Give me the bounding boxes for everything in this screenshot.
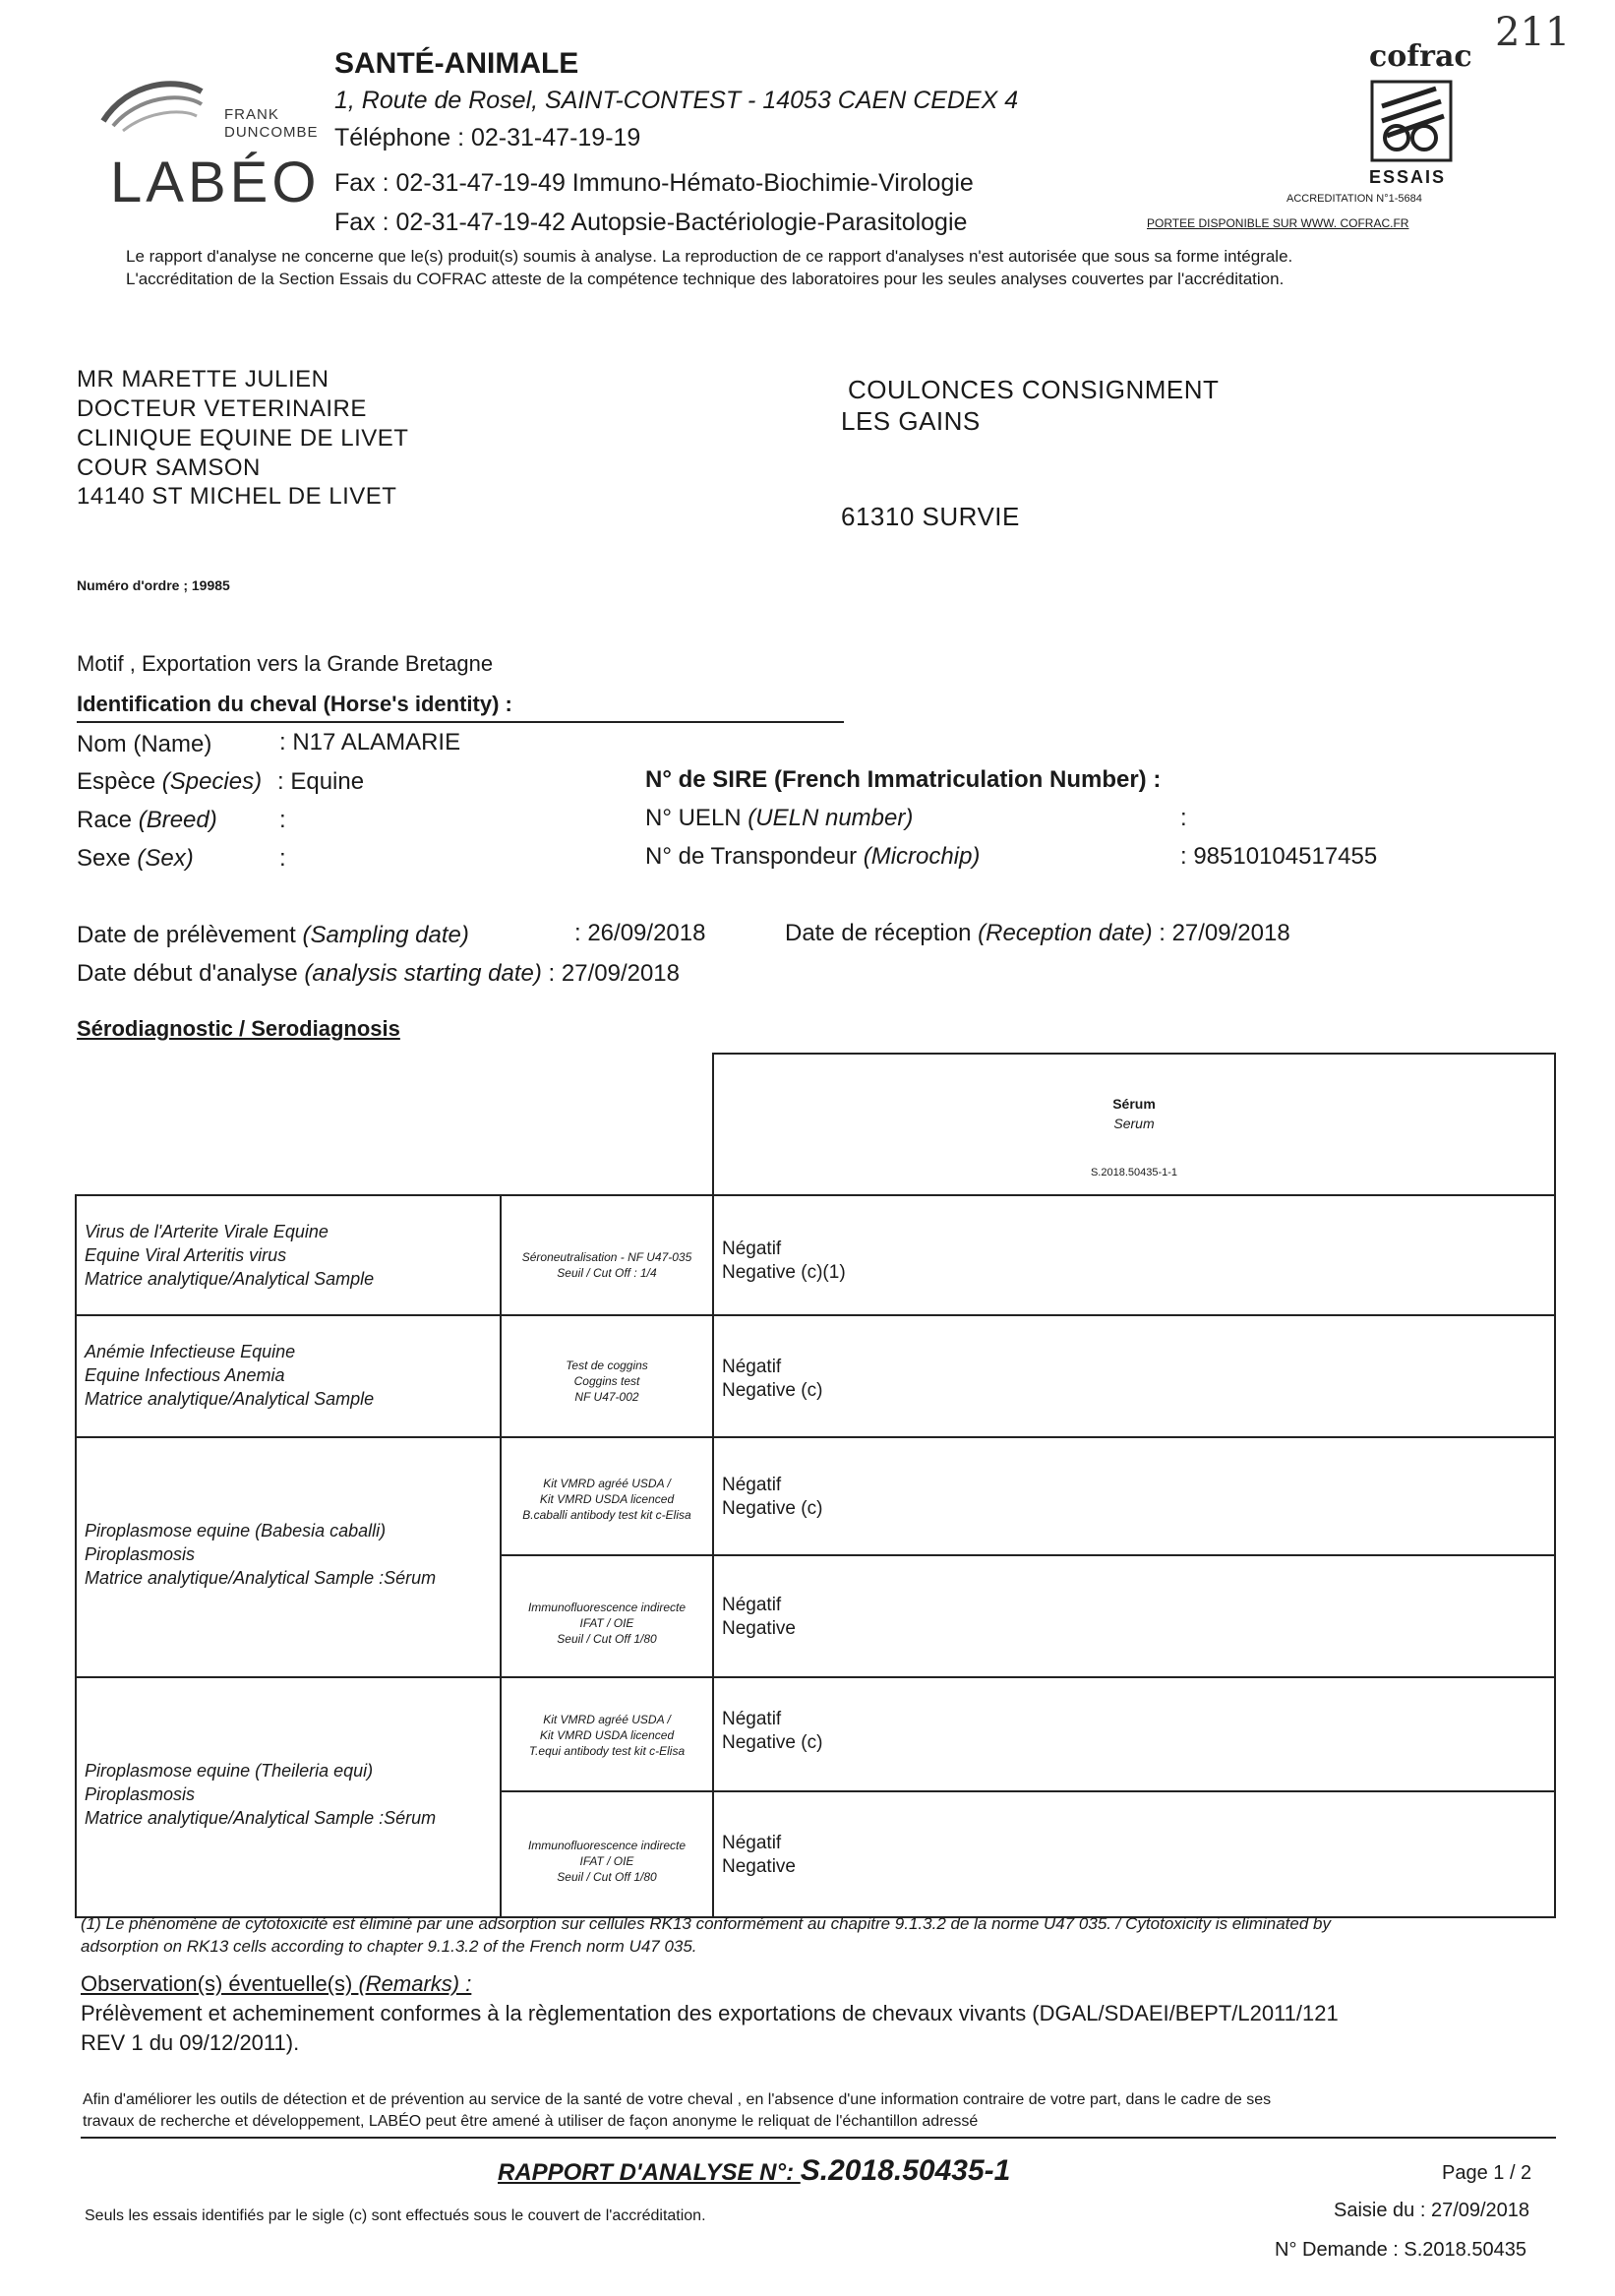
- ueln-value: :: [1180, 805, 1187, 831]
- notice-line1: Le rapport d'analyse ne concerne que le(s) produit(s) soumis à analyse. La reproduction de ce rapport d'analyses n'est autorisée que sous sa forme intégrale.: [126, 247, 1293, 266]
- horse-species-label: Espèce (Species): [77, 768, 263, 795]
- table-row: [76, 1195, 1555, 1315]
- horse-breed-value: :: [279, 807, 286, 833]
- saisie-date: Saisie du : 27/09/2018: [1334, 2200, 1530, 2221]
- labeo-swoosh-icon: [98, 77, 207, 136]
- logo-duncombe: DUNCOMBE: [224, 124, 319, 141]
- identity-divider: [77, 721, 844, 723]
- sampling-date-label: Date de prélèvement (Sampling date): [77, 922, 469, 948]
- footer-note: Seuls les essais identifiés par le sigle (c) sont effectués sous le couvert de l'accréditation.: [85, 2207, 706, 2224]
- logo-frank: FRANK: [224, 106, 279, 123]
- reception-date: Date de réception (Reception date) : 27/09/2018: [785, 920, 1290, 946]
- improve-line2: travaux de recherche et développement, LABÉO peut être amené à utiliser de façon anonyme le reliquat de l'échantillon adressé: [83, 2113, 979, 2130]
- remarks-line1: Prélèvement et acheminement conformes à la règlementation des exportations de chevaux vivants (DGAL/SDAEI/BEPT/L2011/121: [81, 2001, 1339, 2025]
- remarks-line2: REV 1 du 09/12/2011).: [81, 2030, 300, 2055]
- owner-line2: LES GAINS: [841, 406, 981, 436]
- order-number: Numéro d'ordre ; 19985: [77, 577, 230, 593]
- table-row: [76, 1437, 1555, 1555]
- serum-en: Serum: [1113, 1116, 1155, 1131]
- analysis-result: Négatif Negative (c): [713, 1677, 1555, 1791]
- lab-phone: Téléphone : 02-31-47-19-19: [334, 124, 641, 151]
- table-header-row: [76, 1054, 1555, 1195]
- cofrac-essais: ESSAIS: [1369, 167, 1447, 187]
- transponder-label: N° de Transpondeur (Microchip): [645, 843, 981, 870]
- logo-labeo-text: LABÉO: [110, 151, 321, 214]
- labeo-logo: [98, 77, 207, 141]
- analysis-result: Négatif Negative (c): [713, 1437, 1555, 1555]
- section-title: Sérodiagnostic / Serodiagnosis: [77, 1016, 400, 1041]
- analysis-method: Test de coggins Coggins test NF U47-002: [501, 1315, 713, 1437]
- owner-line1: COULONCES CONSIGNMENT: [848, 375, 1220, 404]
- lab-fax1: Fax : 02-31-47-19-49 Immuno-Hémato-Biochimie-Virologie: [334, 169, 974, 197]
- page-indicator: Page 1 / 2: [1442, 2162, 1532, 2184]
- footer-divider: [81, 2137, 1556, 2139]
- motif: Motif , Exportation vers la Grande Bretagne: [77, 651, 494, 676]
- footnote-line2: adsorption on RK13 cells according to chapter 9.1.3.2 of the French norm U47 035.: [81, 1937, 697, 1956]
- notice-line2: L'accréditation de la Section Essais du COFRAC atteste de la compétence technique des laboratoires pour les seules analyses couvertes par l'accréditation.: [126, 270, 1285, 288]
- horse-breed-label: Race (Breed): [77, 807, 217, 833]
- horse-sex-label: Sexe (Sex): [77, 845, 194, 872]
- improve-line1: Afin d'améliorer les outils de détection et de prévention au service de la santé de votre cheval , en l'absence d'une information contraire de votre part, dans le cadre de ses: [83, 2091, 1272, 2108]
- horse-name-label: Nom (Name): [77, 731, 212, 757]
- horse-name-value: : N17 ALAMARIE: [279, 729, 461, 755]
- table-row: [76, 1315, 1555, 1437]
- horse-sex-value: :: [279, 845, 286, 872]
- recipient-line: COUR SAMSON: [77, 454, 261, 481]
- cofrac-emblem-icon: [1367, 77, 1456, 170]
- serum-header: [713, 1054, 1555, 1195]
- serum-fr: Sérum: [1112, 1096, 1156, 1112]
- sample-id: S.2018.50435-1-1: [1090, 1167, 1178, 1178]
- analysis-method: Séroneutralisation - NF U47-035 Seuil / Cut Off : 1/4: [501, 1195, 713, 1315]
- remarks-label: Observation(s) éventuelle(s) (Remarks) :: [81, 1971, 472, 1996]
- recipient-line: MR MARETTE JULIEN: [77, 366, 329, 393]
- analysis-method: Kit VMRD agréé USDA / Kit VMRD USDA licenced B.caballi antibody test kit c-Elisa: [501, 1437, 713, 1555]
- results-table: [75, 1053, 1556, 1918]
- demande-number: N° Demande : S.2018.50435: [1275, 2239, 1526, 2261]
- analysis-name: Piroplasmose equine (Theileria equi) Piroplasmosis Matrice analytique/Analytical Sample :Sérum: [76, 1677, 501, 1917]
- report-number: RAPPORT D'ANALYSE N°: S.2018.50435-1: [498, 2154, 1011, 2187]
- recipient-line: CLINIQUE EQUINE DE LIVET: [77, 425, 409, 452]
- identity-heading: Identification du cheval (Horse's identity) :: [77, 692, 512, 716]
- recipient-line: 14140 ST MICHEL DE LIVET: [77, 483, 397, 510]
- ueln-label: N° UELN (UELN number): [645, 805, 914, 831]
- start-date: Date début d'analyse (analysis starting date) : 27/09/2018: [77, 960, 680, 987]
- analysis-method: Kit VMRD agréé USDA / Kit VMRD USDA licenced T.equi antibody test kit c-Elisa: [501, 1677, 713, 1791]
- analysis-name: Anémie Infectieuse Equine Equine Infectious Anemia Matrice analytique/Analytical Sample: [76, 1315, 501, 1437]
- analysis-result: Négatif Negative (c): [713, 1315, 1555, 1437]
- analysis-name: Piroplasmose equine (Babesia caballi) Piroplasmosis Matrice analytique/Analytical Sample :Sérum: [76, 1437, 501, 1677]
- lab-address: 1, Route de Rosel, SAINT-CONTEST - 14053 CAEN CEDEX 4: [334, 87, 1019, 114]
- analysis-result: Négatif Negative (c)(1): [713, 1195, 1555, 1315]
- sampling-date-value: : 26/09/2018: [574, 920, 706, 946]
- horse-species-value: : Equine: [277, 768, 365, 795]
- lab-name: SANTÉ-ANIMALE: [334, 47, 579, 80]
- handwritten-note: 211: [1495, 10, 1571, 55]
- sire-label: N° de SIRE (French Immatriculation Number) :: [645, 766, 1162, 793]
- recipient-line: DOCTEUR VETERINAIRE: [77, 395, 367, 422]
- cofrac-accreditation: ACCREDITATION N°1-5684: [1286, 193, 1422, 205]
- analysis-result: Négatif Negative: [713, 1555, 1555, 1677]
- transponder-value: : 98510104517455: [1180, 843, 1378, 870]
- cofrac-logo-text: cofrac: [1369, 39, 1472, 74]
- footnote-line1: (1) Le phénomène de cytotoxicité est éliminé par une adsorption sur cellules RK13 conformément au chapitre 9.1.3.2 de la norme U47 035. / Cytotoxicity is eliminated by: [81, 1914, 1331, 1933]
- cofrac-portee: PORTEE DISPONIBLE SUR WWW. COFRAC.FR: [1147, 216, 1409, 230]
- lab-fax2: Fax : 02-31-47-19-42 Autopsie-Bactériologie-Parasitologie: [334, 209, 968, 236]
- analysis-method: Immunofluorescence indirecte IFAT / OIE Seuil / Cut Off 1/80: [501, 1555, 713, 1677]
- analysis-method: Immunofluorescence indirecte IFAT / OIE Seuil / Cut Off 1/80: [501, 1791, 713, 1917]
- table-row: [76, 1677, 1555, 1791]
- analysis-result: Négatif Negative: [713, 1791, 1555, 1917]
- owner-line3: 61310 SURVIE: [841, 502, 1020, 531]
- analysis-name: Virus de l'Arterite Virale Equine Equine Viral Arteritis virus Matrice analytique/Analytical Sample: [76, 1195, 501, 1315]
